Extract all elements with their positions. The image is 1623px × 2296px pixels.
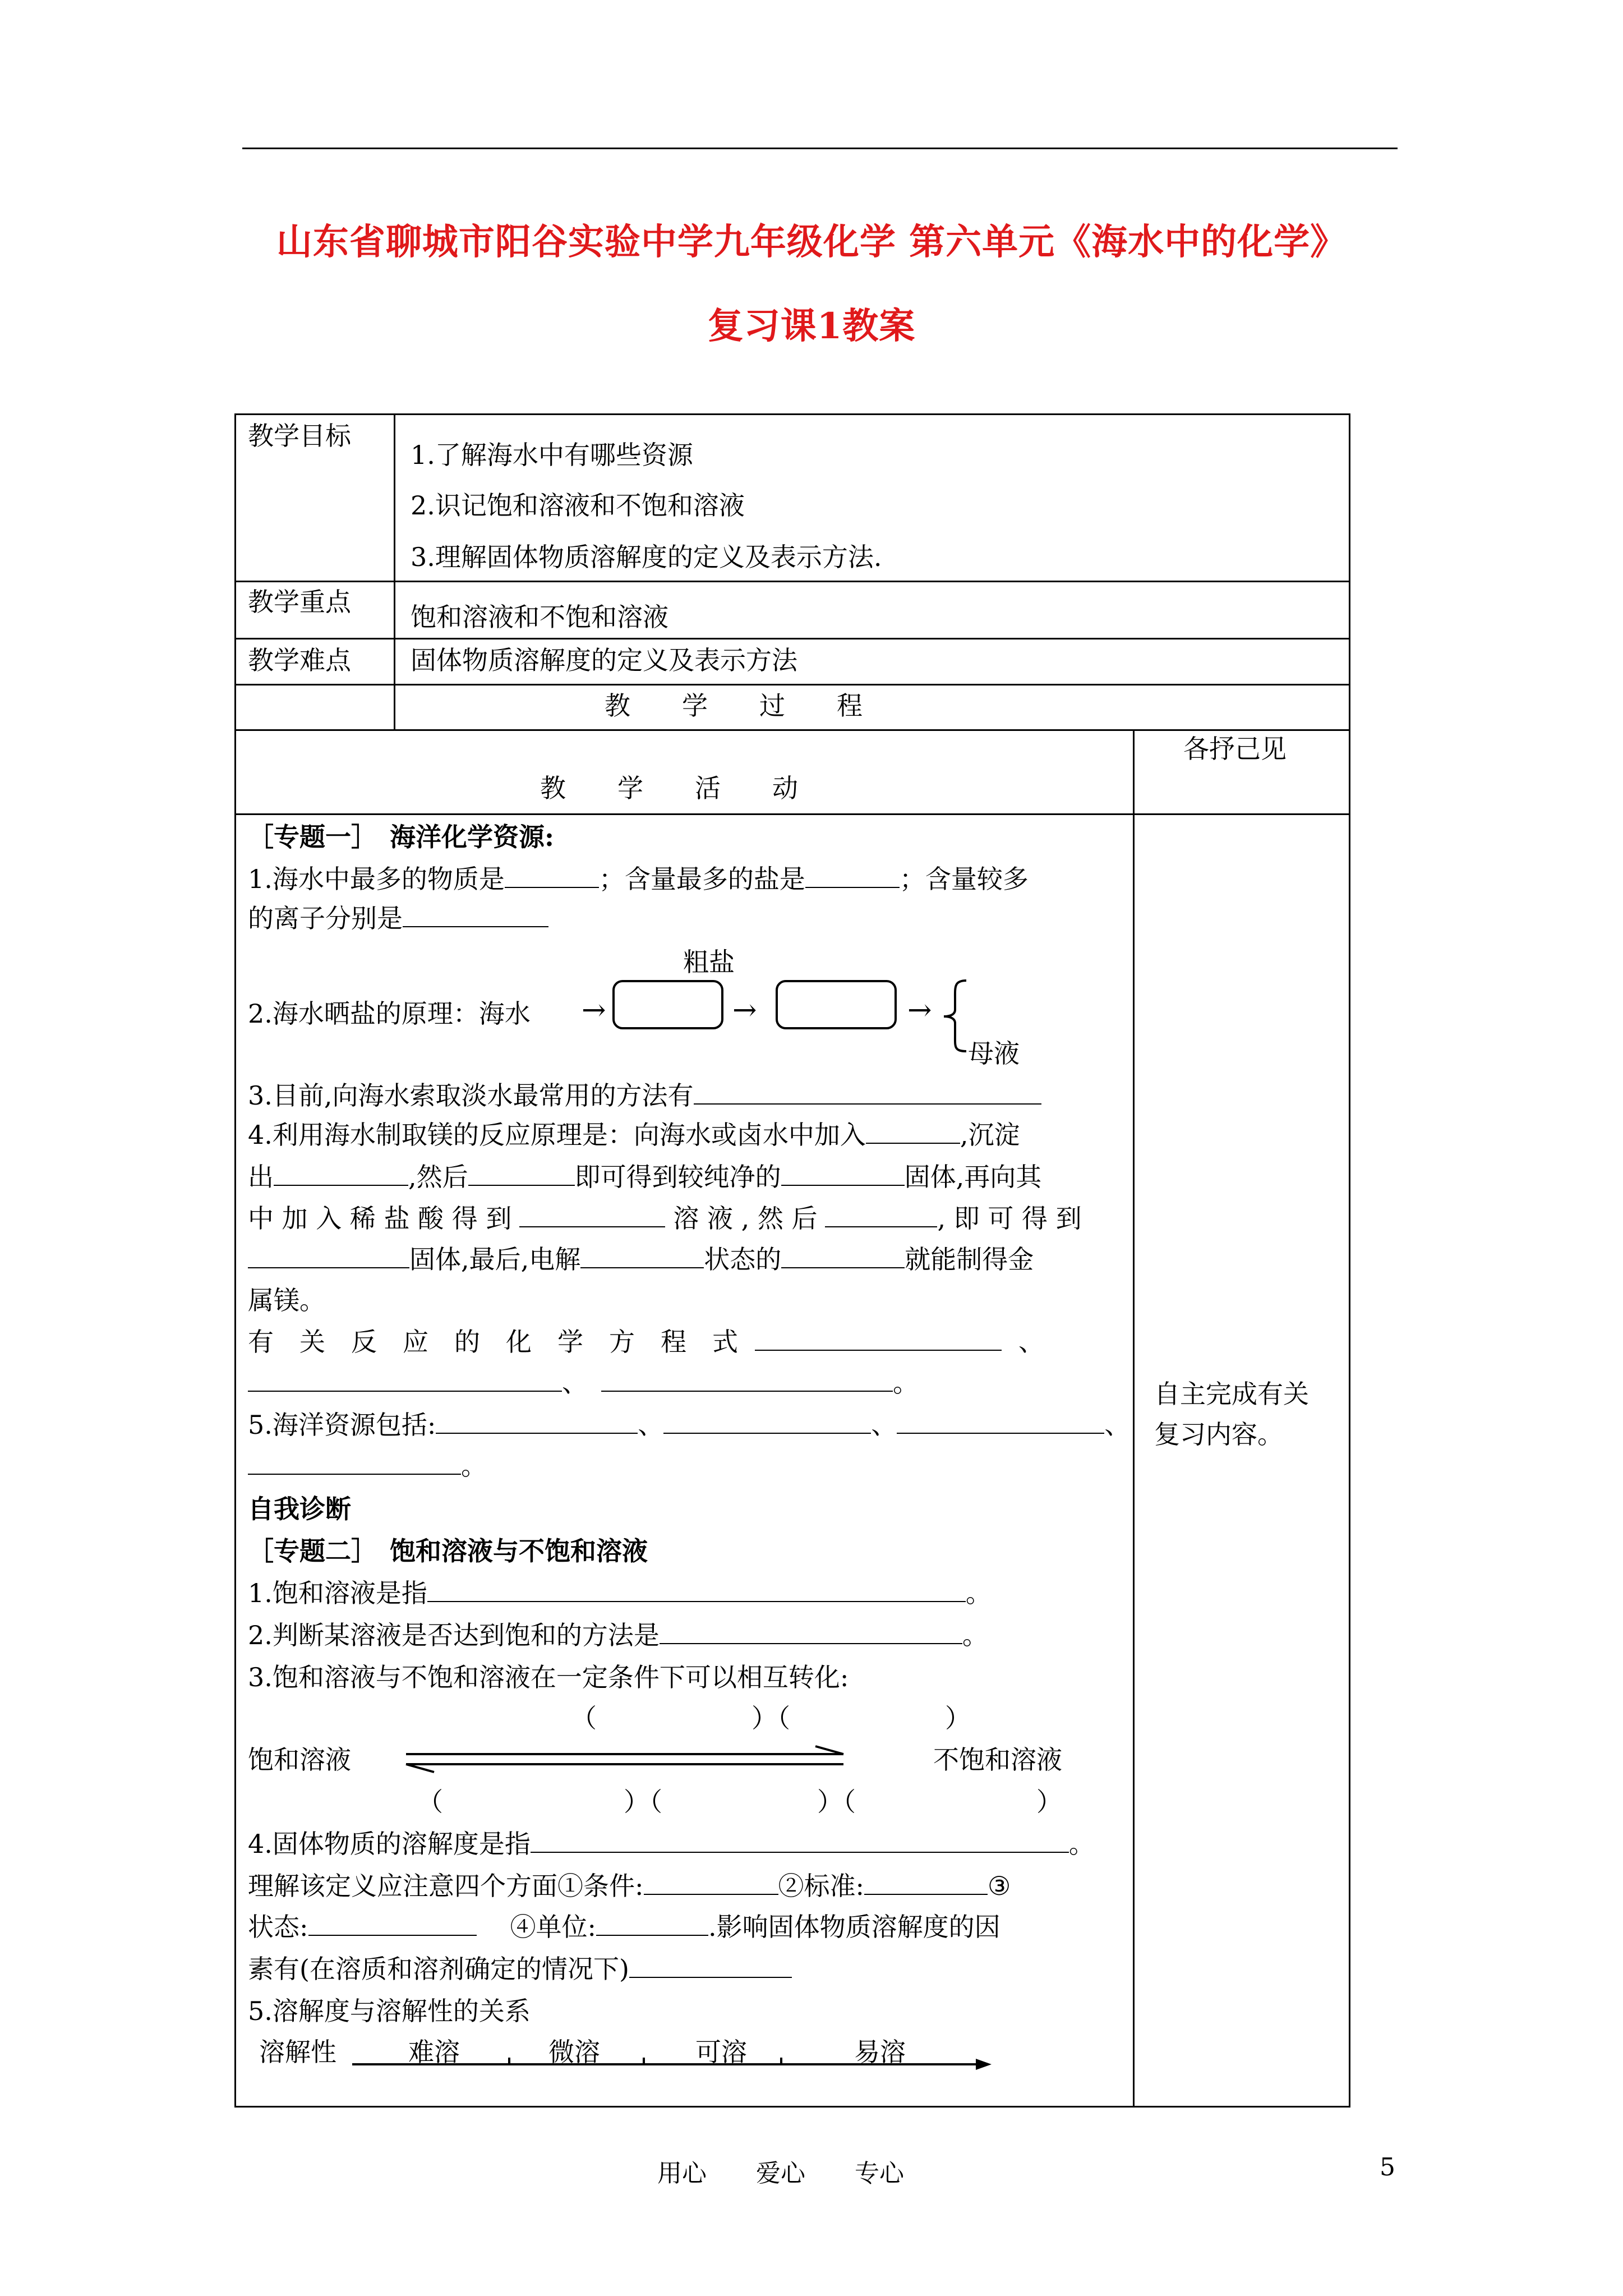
scale-poorly-soluble: 难溶 xyxy=(408,2037,460,2067)
answer-blank[interactable] xyxy=(248,1451,461,1475)
t2q2-text: 2.判断某溶液是否达到饱和的方法是 xyxy=(248,1620,660,1650)
topic1-q3 xyxy=(248,1080,1041,1111)
answer-blank[interactable] xyxy=(248,1368,562,1392)
row-divider xyxy=(234,684,1350,685)
answer-blank[interactable] xyxy=(468,1162,575,1186)
lesson-plan-table xyxy=(234,413,1350,2108)
answer-blank[interactable] xyxy=(864,1871,988,1895)
q4-text-o: 、 xyxy=(562,1368,588,1398)
answer-blank[interactable] xyxy=(781,1245,905,1268)
q4-text-a: 4.利用海水制取镁的反应原理是：向海水或卤水中加入 xyxy=(248,1120,866,1150)
q4-text-i: , 即 可 得 到 xyxy=(937,1203,1082,1234)
t2q4-cond: 理解该定义应注意四个方面①条件: xyxy=(248,1871,644,1901)
process-box-1[interactable] xyxy=(612,980,723,1029)
topic2-q4-line4 xyxy=(248,1953,792,1985)
topic2-q4-line2 xyxy=(248,1870,1011,1902)
t2q4-end: 。 xyxy=(1068,1829,1095,1859)
topic1-q1-line2 xyxy=(248,903,548,934)
answer-blank[interactable] xyxy=(755,1327,1002,1351)
saturated-label: 饱和溶液 xyxy=(248,1745,351,1775)
topic2-q1 xyxy=(248,1577,992,1609)
process-box-2[interactable] xyxy=(776,980,897,1029)
answer-blank[interactable] xyxy=(596,1912,708,1936)
key-point-text: 饱和溶液和不饱和溶液 xyxy=(411,602,668,632)
side-note-line2: 复习内容。 xyxy=(1154,1419,1283,1450)
answer-blank[interactable] xyxy=(436,1410,638,1434)
goal-item-1: 1.了解海水中有哪些资源 xyxy=(411,440,693,470)
goal-item-2: 2.识记饱和溶液和不饱和溶液 xyxy=(411,490,745,521)
answer-blank[interactable] xyxy=(505,864,599,888)
q5-end: 。 xyxy=(461,1451,487,1481)
row-divider xyxy=(234,729,1350,731)
q4-text-n: 、 xyxy=(1018,1327,1044,1357)
topic1-q4-line5: 属镁。 xyxy=(248,1285,325,1315)
solubility-scale-label: 溶解性 xyxy=(259,2037,336,2067)
answer-blank[interactable] xyxy=(825,1204,937,1227)
mother-liquor-label: 母液 xyxy=(968,1038,1020,1069)
self-check-heading: 自我诊断 xyxy=(248,1494,351,1524)
q4-text-k: 状态的 xyxy=(704,1244,782,1274)
t2q4-factor2: 素有(在溶质和溶剂确定的情况下) xyxy=(248,1954,629,1984)
answer-blank[interactable] xyxy=(781,1162,905,1186)
q4-text-j: 固体,最后,电解 xyxy=(409,1244,581,1274)
topic1-q4-line3 xyxy=(248,1203,1082,1234)
sep: 、 xyxy=(871,1410,897,1440)
topic2-q3: 3.饱和溶液与不饱和溶液在一定条件下可以相互转化: xyxy=(248,1662,849,1692)
conversion-conditions-bottom: （ ）（ ）（ ） xyxy=(417,1787,1062,1817)
topic1-heading: ［专题一］ 海洋化学资源: xyxy=(248,822,554,852)
unsaturated-label: 不饱和溶液 xyxy=(933,1745,1062,1775)
row-divider xyxy=(234,638,1350,639)
topic1-q2: 2.海水晒盐的原理：海水 xyxy=(248,999,531,1029)
q1-text-b: ；含量最多的盐是 xyxy=(598,864,805,894)
side-note-line1: 自主完成有关 xyxy=(1154,1379,1309,1409)
topic2-heading: ［专题二］ 饱和溶液与不饱和溶液 xyxy=(248,1536,648,1566)
scale-readily-soluble: 易溶 xyxy=(854,2037,906,2067)
q4-text-e: 即可得到较纯净的 xyxy=(574,1162,781,1192)
header-rule xyxy=(242,148,1398,149)
answer-blank[interactable] xyxy=(601,1368,893,1392)
topic1-q1-line1 xyxy=(248,863,1029,895)
answer-blank[interactable] xyxy=(274,1162,408,1186)
answer-blank[interactable] xyxy=(580,1245,704,1268)
answer-blank[interactable] xyxy=(308,1912,477,1936)
brace-icon xyxy=(937,977,971,1056)
t2q4-state: 状态: xyxy=(248,1912,308,1942)
table-border-top xyxy=(234,413,1350,415)
table-border-bottom xyxy=(234,2106,1350,2108)
arrow-right-icon: → xyxy=(907,993,932,1027)
process-header: 教 学 过 程 xyxy=(605,691,863,721)
q4-text-b: ,沉淀 xyxy=(960,1120,1020,1150)
topic1-q4-line2 xyxy=(248,1161,1041,1193)
arrow-right-icon: → xyxy=(732,993,757,1027)
q4-text-d: ,然后 xyxy=(408,1162,468,1192)
footer-motto: 用心 爱心 专心 xyxy=(657,2159,904,2188)
table-border-right xyxy=(1349,413,1350,2108)
answer-blank[interactable] xyxy=(644,1871,778,1895)
row-divider xyxy=(234,581,1350,582)
q4-text-p: 。 xyxy=(893,1368,919,1398)
conversion-conditions-top: （ ）（ ） xyxy=(571,1703,971,1733)
answer-blank[interactable] xyxy=(660,1621,962,1644)
page-title-line2: 复习课1教案 xyxy=(707,305,916,347)
answer-blank[interactable] xyxy=(694,1081,1041,1105)
answer-blank[interactable] xyxy=(248,1245,409,1268)
row-divider xyxy=(234,813,1350,815)
q4-text-m: 有 关 反 应 的 化 学 方 程 式 xyxy=(248,1327,738,1357)
q4-text-c: 出 xyxy=(248,1162,274,1192)
t2q4-std: ②标准: xyxy=(778,1871,864,1901)
goals-label: 教学目标 xyxy=(248,421,351,451)
page-title-line1: 山东省聊城市阳谷实验中学九年级化学 第六单元《海水中的化学》 xyxy=(276,221,1347,263)
answer-blank[interactable] xyxy=(805,864,900,888)
topic2-q5: 5.溶解度与溶解性的关系 xyxy=(248,1996,531,2026)
difficulty-text: 固体物质溶解度的定义及表示方法 xyxy=(411,645,797,675)
t2q4-unit: ④单位: xyxy=(510,1912,596,1942)
side-header: 各抒己见 xyxy=(1183,734,1287,764)
goal-item-3: 3.理解固体物质溶解度的定义及表示方法. xyxy=(411,542,882,572)
t2q4-factor: .影响固体物质溶解度的因 xyxy=(708,1912,1000,1942)
topic1-q4-line6 xyxy=(248,1326,1044,1358)
answer-blank[interactable] xyxy=(629,1954,792,1978)
answer-blank[interactable] xyxy=(427,1579,966,1602)
q4-text-g: 中 加 入 稀 盐 酸 得 到 xyxy=(248,1203,512,1234)
answer-blank[interactable] xyxy=(866,1120,960,1144)
scale-soluble: 可溶 xyxy=(695,2037,747,2067)
answer-blank[interactable] xyxy=(663,1410,871,1434)
sep: 、 xyxy=(1104,1410,1131,1440)
answer-blank[interactable] xyxy=(519,1204,665,1227)
q1-text-c: ；含量较多 xyxy=(899,864,1029,894)
t2q1-text: 1.饱和溶液是指 xyxy=(248,1578,427,1608)
t2q4-text: 4.固体物质的溶解度是指 xyxy=(248,1829,531,1859)
q4-text-f: 固体,再向其 xyxy=(904,1162,1042,1192)
arrow-right-icon: → xyxy=(582,993,606,1027)
q5-text: 5.海洋资源包括: xyxy=(248,1410,436,1440)
t2q1-end: 。 xyxy=(965,1578,992,1608)
q4-text-h: 溶 液 , 然 后 xyxy=(673,1203,818,1234)
topic2-q2 xyxy=(248,1619,988,1651)
q1-text-a: 1.海水中最多的物质是 xyxy=(248,864,505,894)
q1-text-d: 的离子分别是 xyxy=(248,903,403,933)
scale-slightly-soluble: 微溶 xyxy=(548,2037,600,2067)
t2q4-3: ③ xyxy=(988,1871,1011,1901)
sep: 、 xyxy=(638,1410,664,1440)
answer-blank[interactable] xyxy=(531,1829,1069,1853)
topic1-q5-line2 xyxy=(248,1450,487,1481)
conversion-arrows-icon xyxy=(400,1742,849,1778)
answer-blank[interactable] xyxy=(897,1410,1104,1434)
label-column-divider xyxy=(394,413,395,729)
activity-header: 教 学 活 动 xyxy=(540,773,798,803)
side-column-divider xyxy=(1133,729,1135,2106)
crude-salt-label: 粗盐 xyxy=(683,947,735,977)
topic1-q4-line7 xyxy=(248,1367,919,1398)
answer-blank[interactable] xyxy=(403,904,548,927)
topic2-q4-line3 xyxy=(248,1911,1000,1943)
key-point-label: 教学重点 xyxy=(248,587,351,617)
t2q2-end: 。 xyxy=(962,1620,988,1650)
table-border-left xyxy=(234,413,236,2108)
topic2-q4-line1 xyxy=(248,1828,1095,1860)
page-number: 5 xyxy=(1380,2153,1395,2182)
q3-text: 3.目前,向海水索取淡水最常用的方法有 xyxy=(248,1080,694,1111)
topic1-q4-line1 xyxy=(248,1119,1020,1151)
topic1-q5-line1 xyxy=(248,1409,1130,1441)
topic1-q4-line4 xyxy=(248,1244,1034,1275)
difficulty-label: 教学难点 xyxy=(248,645,351,675)
q4-text-l: 就能制得金 xyxy=(905,1244,1034,1274)
